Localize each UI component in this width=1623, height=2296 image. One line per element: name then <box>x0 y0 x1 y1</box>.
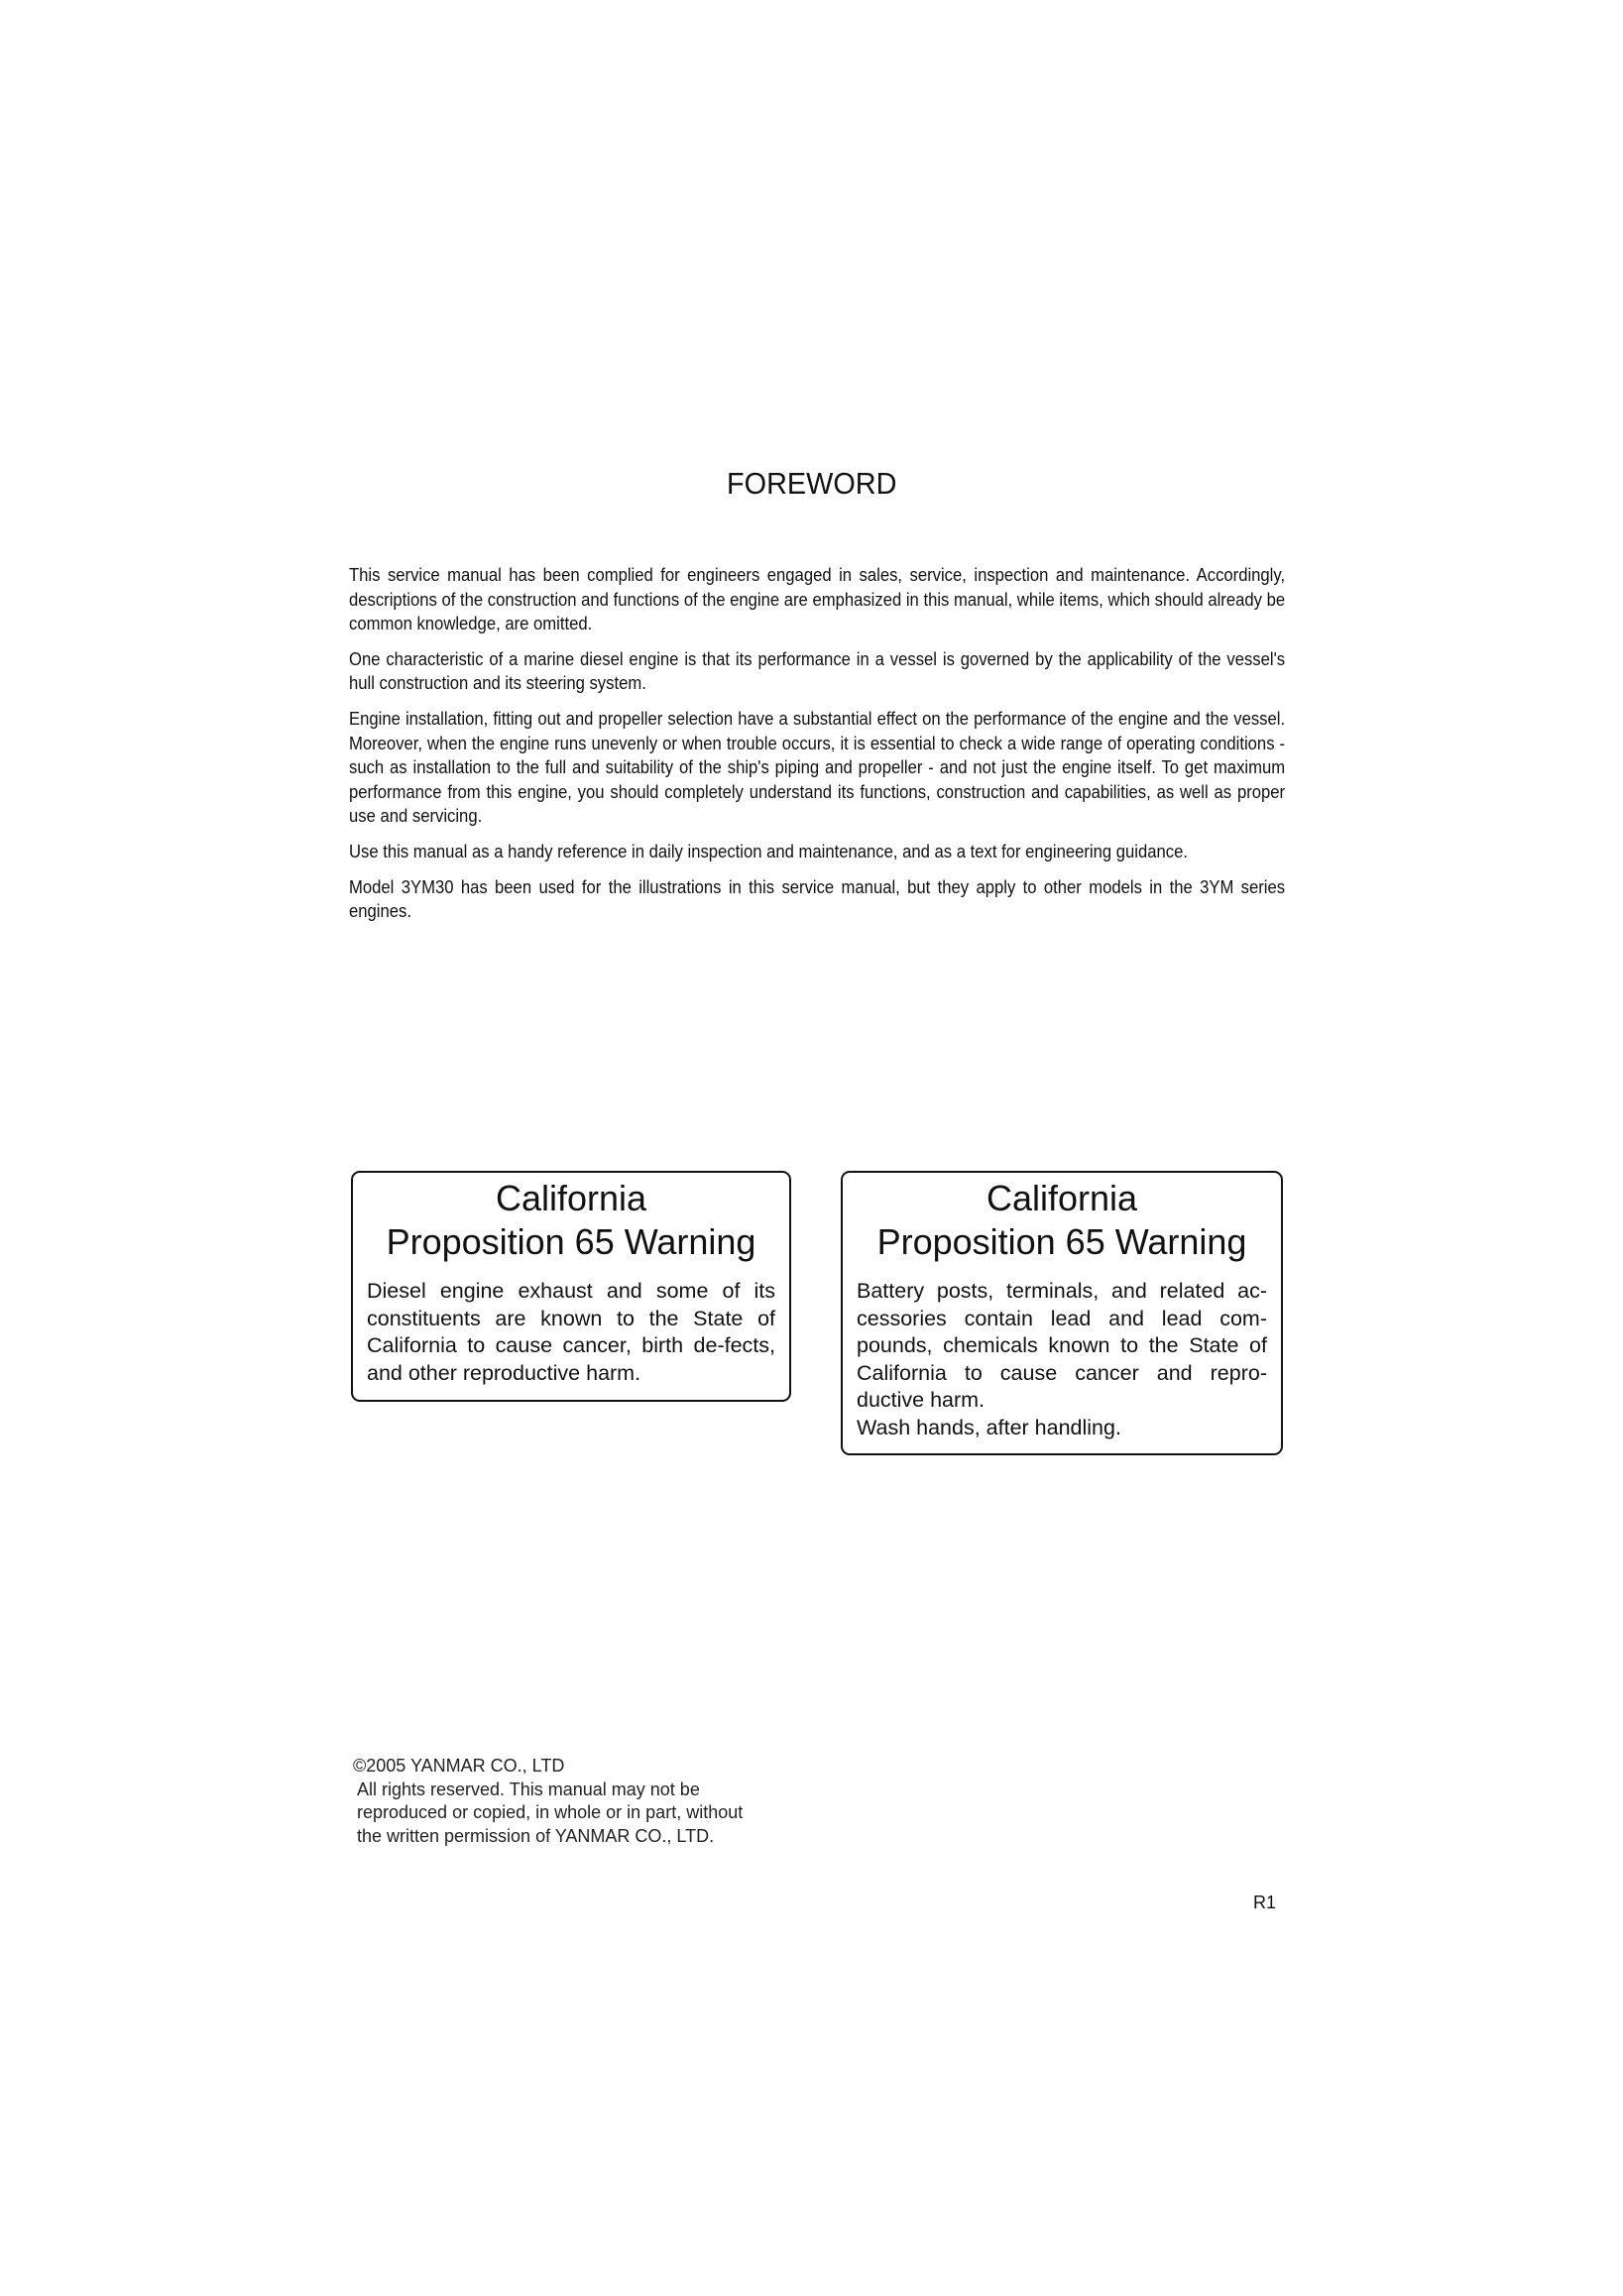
warning-text <box>367 1278 775 1387</box>
paragraph-2: One characteristic of a marine diesel engine is that its performance in a vessel is governed by the applicability of the vessel's hull construction and its steering system. <box>349 647 1286 694</box>
page-number: R1 <box>1253 1893 1277 1912</box>
page-title: FOREWORD <box>727 466 897 501</box>
warning-body: Battery posts, terminals, and related ac-cessories contain lead and lead com-pounds, chemicals known to the State of California to cause cancer and repro-ductive harm. <box>857 1279 1267 1412</box>
copyright-rights: All rights reserved. This manual may not be reproduced or copied, in whole or in part, without the written permission of YANMAR CO., LTD. <box>357 1779 744 1846</box>
warning-title-line2: Proposition 65 Warning <box>386 1221 756 1262</box>
warning-title-line1: California <box>495 1178 647 1218</box>
prop65-warning-battery <box>841 1171 1283 1455</box>
warning-text <box>857 1278 1267 1441</box>
prop65-warning-exhaust <box>351 1171 791 1402</box>
warning-title-line1: California <box>985 1178 1138 1218</box>
warning-extra: Wash hands, after handling. <box>857 1415 1121 1439</box>
foreword-body <box>349 563 1285 935</box>
paragraph-3: Engine installation, fitting out and propeller selection have a substantial effect on the performance of the engine and the vessel. Moreover, when the engine runs unevenly or when trouble occurs, it is essential to check a wide range of operating conditions - such as installation to the full and suitability of the ship's piping and propeller - and not just the engine itself. To get maximum performance from this engine, you should completely understand its functions, construction and capabilities, as well as proper use and servicing. <box>349 707 1286 827</box>
copyright-line: ©2005 YANMAR CO., LTD <box>353 1756 565 1776</box>
paragraph-5: Model 3YM30 has been used for the illustrations in this service manual, but they apply to other models in the 3YM series engines. <box>349 875 1286 922</box>
paragraph-1: This service manual has been complied for engineers engaged in sales, service, inspection and maintenance. Accordingly, descriptions of the construction and functions of the engine are emphasized in this manual, while items, which should already be common knowledge, are omitted. <box>349 564 1286 634</box>
warning-title <box>843 1177 1281 1264</box>
warning-title-line2: Proposition 65 Warning <box>876 1221 1247 1262</box>
copyright-notice <box>353 1755 744 1848</box>
paragraph-4: Use this manual as a handy reference in daily inspection and maintenance, and as a text for engineering guidance. <box>349 840 1188 861</box>
warning-body: Diesel engine exhaust and some of its constituents are known to the State of California to cause cancer, birth de-fects, and other reproductive harm. <box>367 1279 775 1385</box>
warning-title <box>353 1177 789 1264</box>
